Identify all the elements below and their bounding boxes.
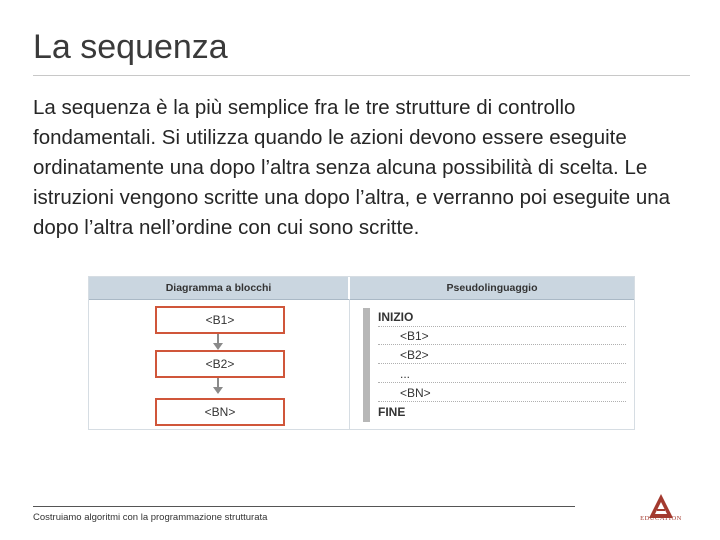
logo-wordmark: EDUCATION [640, 515, 682, 522]
pseudocode-listing [363, 308, 626, 422]
arrow-down-icon [213, 343, 223, 350]
pseudo-line: <BN> [378, 384, 626, 402]
header-block-diagram: Diagramma a blocchi [89, 277, 350, 299]
flow-block-bn: <BN> [155, 398, 285, 426]
pseudo-line: <B1> [378, 327, 626, 345]
flow-block-b2: <B2> [155, 350, 285, 378]
pseudo-line-end: FINE [378, 405, 406, 419]
pseudo-line: <B2> [378, 346, 626, 364]
column-divider [349, 299, 350, 429]
footer-caption: Costruiamo algoritmi con la programmazione strutturata [33, 512, 268, 523]
slide-body-text: La sequenza è la più semplice fra le tre strutture di controllo fondamentali. Si utilizza quando le azioni devono essere eseguite ordinatamente una dopo l’altra senza alcuna possibilità di scelta. Le istruzioni vengono scritte una dopo l’altra, e verranno poi eseguite una dopo l’altra nell’ordine con cui sono scritte. [33, 96, 671, 239]
pseudo-line: ... [378, 365, 626, 383]
pseudo-line-start: INIZIO [378, 308, 626, 327]
flow-block-b1: <B1> [155, 306, 285, 334]
arrow-down-icon [213, 387, 223, 394]
title-divider [33, 75, 690, 76]
header-pseudocode: Pseudolinguaggio [446, 282, 538, 294]
slide-title: La sequenza [33, 28, 228, 66]
figure-header [89, 277, 634, 300]
footer-divider [33, 506, 575, 507]
sequence-figure [88, 276, 635, 430]
